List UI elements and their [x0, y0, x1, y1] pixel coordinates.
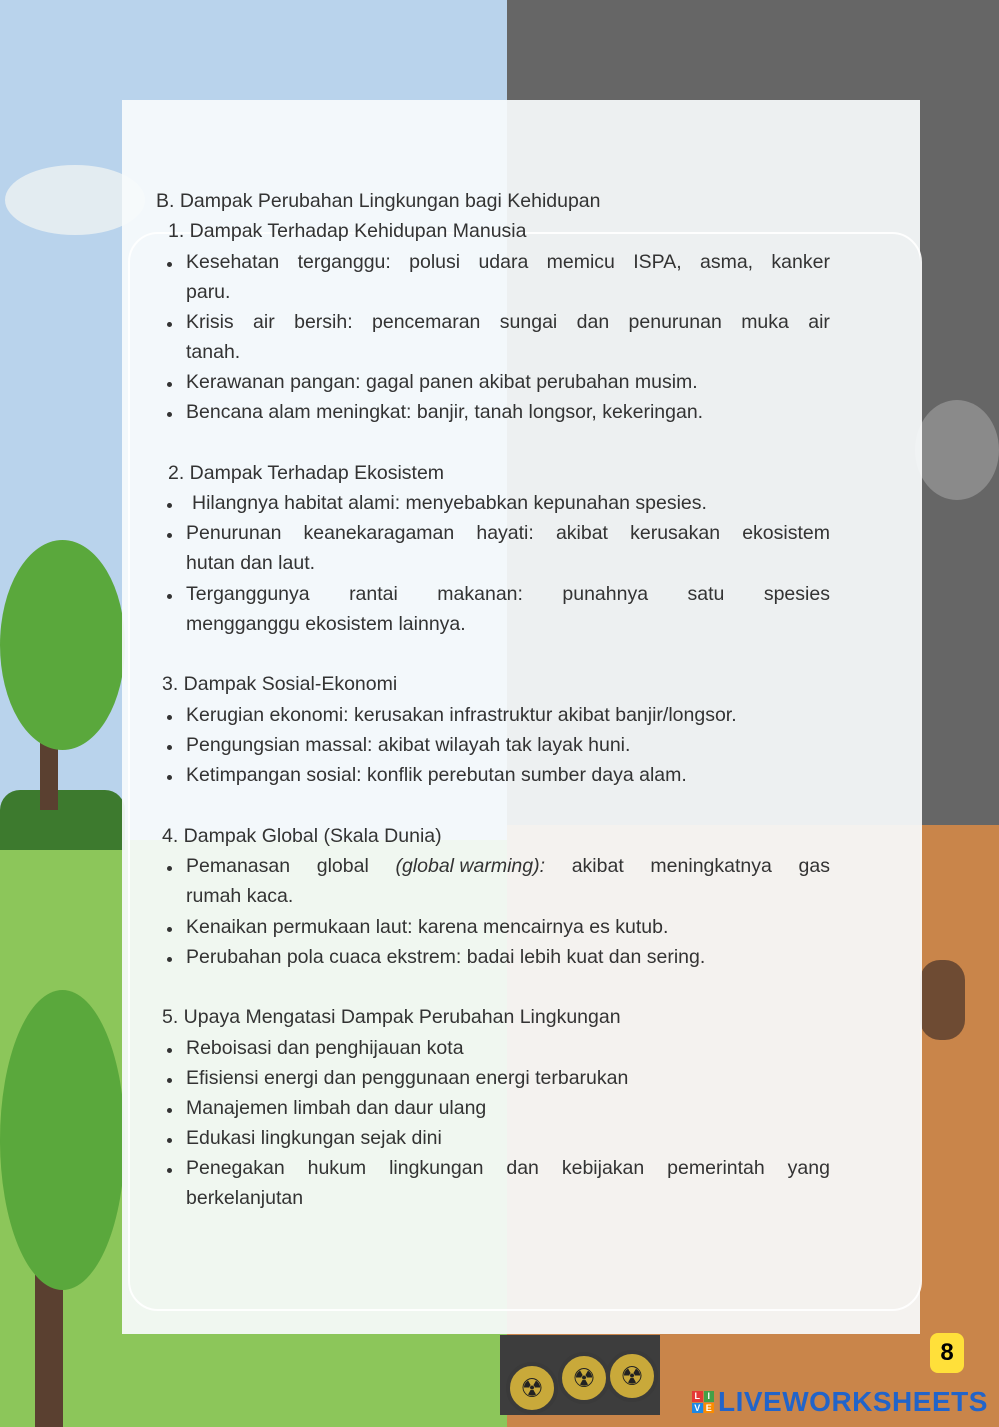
- bullet-item: Efisiensi energi dan penggunaan energi terbarukan: [186, 1067, 629, 1089]
- bullet-icon: [167, 594, 172, 599]
- bullet-item-continuation: hutan dan laut.: [186, 552, 316, 574]
- bullet-item-continuation: tanah.: [186, 341, 241, 363]
- bullet-icon: [167, 503, 172, 508]
- bullet-item: Perubahan pola cuaca ekstrem: badai lebih kuat dan sering.: [186, 946, 706, 968]
- section-heading: 2. Dampak Terhadap Ekosistem: [168, 462, 445, 484]
- bullet-icon: [167, 745, 172, 750]
- brand-name: LIVEWORKSHEETS: [718, 1386, 988, 1417]
- bullet-icon: [167, 1168, 172, 1173]
- bullet-icon: [167, 1108, 172, 1113]
- bullet-item-continuation: paru.: [186, 281, 231, 303]
- bullet-icon: [167, 775, 172, 780]
- bullet-icon: [167, 1048, 172, 1053]
- section-heading: 3. Dampak Sosial-Ekonomi: [162, 673, 398, 695]
- bullet-item: Kerawanan pangan: gagal panen akibat perubahan musim.: [186, 371, 698, 393]
- bullet-item: Kerugian ekonomi: kerusakan infrastruktur akibat banjir/longsor.: [186, 704, 737, 726]
- bullet-icon: [167, 1078, 172, 1083]
- bullet-icon: [167, 866, 172, 871]
- bullet-item-line: Penurunan keanekaragaman hayati: akibat kerusakan ekosistem: [186, 522, 830, 544]
- bullet-icon: [167, 715, 172, 720]
- bullet-item: Pengungsian massal: akibat wilayah tak layak huni.: [186, 734, 631, 756]
- section-heading: 5. Upaya Mengatasi Dampak Perubahan Lingkungan: [162, 1006, 621, 1028]
- bullet-icon: [167, 927, 172, 932]
- radiation-icon: ☢: [558, 1352, 610, 1404]
- bullet-icon: [167, 382, 172, 387]
- bullet-item: Kenaikan permukaan laut: karena mencairnya es kutub.: [186, 916, 669, 938]
- bullet-item-line: Krisis air bersih: pencemaran sungai dan penurunan muka air: [186, 311, 830, 333]
- liveworksheets-logo-icon: L I V E: [692, 1391, 714, 1413]
- bullet-icon: [167, 1138, 172, 1143]
- bullet-item: Hilangnya habitat alami: menyebabkan kepunahan spesies.: [192, 492, 707, 514]
- bullet-item: Reboisasi dan penghijauan kota: [186, 1037, 464, 1059]
- section-title: B. Dampak Perubahan Lingkungan bagi Kehidupan: [156, 190, 601, 212]
- bullet-icon: [167, 322, 172, 327]
- bullet-item: Ketimpangan sosial: konflik perebutan sumber daya alam.: [186, 764, 687, 786]
- bullet-icon: [167, 412, 172, 417]
- section-heading: 4. Dampak Global (Skala Dunia): [162, 825, 442, 847]
- section-heading: 1. Dampak Terhadap Kehidupan Manusia: [168, 220, 527, 242]
- bullet-item-line: Kesehatan terganggu: polusi udara memicu ISPA, asma, kanker: [186, 251, 830, 273]
- page-number-badge: 8: [930, 1333, 964, 1373]
- bullet-icon: [167, 957, 172, 962]
- radiation-icon: ☢: [606, 1350, 658, 1402]
- bullet-item-continuation: berkelanjutan: [186, 1187, 304, 1209]
- bullet-item: Edukasi lingkungan sejak dini: [186, 1127, 442, 1149]
- liveworksheets-logo[interactable]: [692, 1386, 988, 1418]
- bullet-item-continuation: rumah kaca.: [186, 885, 294, 907]
- radiation-icon: ☢: [506, 1362, 558, 1414]
- bullet-item-line: Penegakan hukum lingkungan dan kebijakan pemerintah yang: [186, 1157, 830, 1179]
- bullet-item-continuation: mengganggu ekosistem lainnya.: [186, 613, 466, 635]
- bullet-item: Bencana alam meningkat: banjir, tanah longsor, kekeringan.: [186, 401, 704, 423]
- bullet-item: Manajemen limbah dan daur ulang: [186, 1097, 487, 1119]
- bullet-item-line: Pemanasan global (global warming): akibat meningkatnya gas: [186, 855, 830, 877]
- bullet-icon: [167, 533, 172, 538]
- bullet-item-line: Terganggunya rantai makanan: punahnya satu spesies: [186, 583, 830, 605]
- bullet-icon: [167, 262, 172, 267]
